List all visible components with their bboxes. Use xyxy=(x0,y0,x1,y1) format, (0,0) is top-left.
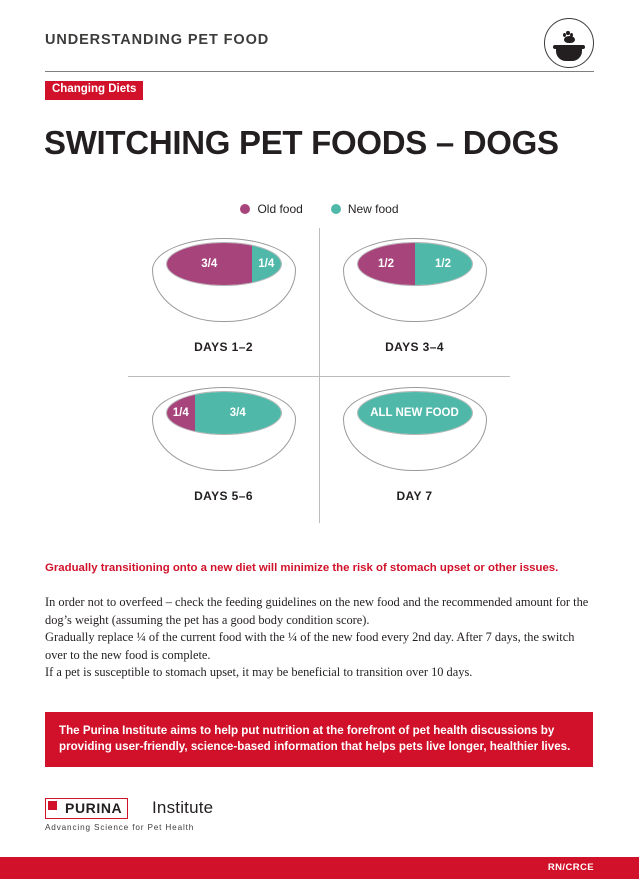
bowl-rim xyxy=(166,242,282,286)
bowl-illustration xyxy=(148,381,300,479)
legend-label-old-food: Old food xyxy=(257,202,303,216)
header-divider xyxy=(45,71,594,72)
pet-bowl-paw-icon xyxy=(544,18,594,68)
bowl-panel-label: DAY 7 xyxy=(396,489,433,503)
page-title: SWITCHING PET FOODS – DOGS xyxy=(44,124,559,161)
bowl-rim xyxy=(357,391,473,435)
bowl-panel-days-5-6 xyxy=(128,377,319,525)
legend-swatch-old-food xyxy=(240,204,250,214)
purina-square-icon xyxy=(48,801,57,810)
bowl-illustration xyxy=(148,232,300,330)
header-title: UNDERSTANDING PET FOOD xyxy=(45,32,270,48)
food-portion-new: 3/4 xyxy=(195,392,281,434)
bowl-illustration xyxy=(339,232,491,330)
body-paragraph-1: In order not to overfeed – check the feeding guidelines on the new food and the recommended amount for the dog’s weight (assuming the pet has a good body condition score). xyxy=(45,595,589,627)
mission-callout: The Purina Institute aims to help put nutrition at the forefront of pet health discussions by providing user-friendly, science-based information that helps pets live longer, healthier lives. xyxy=(45,712,593,767)
chart-legend xyxy=(0,202,639,216)
bowl-panel-days-1-2 xyxy=(128,228,319,376)
bowl-panel-day-7 xyxy=(319,377,510,525)
logo-tagline: Advancing Science for Pet Health xyxy=(45,823,195,832)
bowl-panel-label: DAYS 1–2 xyxy=(194,340,253,354)
food-portion-old: 1/2 xyxy=(358,243,415,285)
bowl-panel-label: DAYS 3–4 xyxy=(385,340,444,354)
purina-wordmark-text: PURINA xyxy=(65,800,123,816)
food-portion-old: 1/4 xyxy=(167,392,196,434)
bowl-grid xyxy=(128,228,510,534)
bowl-icon xyxy=(556,48,582,61)
lede-text: Gradually transitioning onto a new diet will minimize the risk of stomach upset or other issues. xyxy=(45,562,559,574)
footer-code: RN/CRCE xyxy=(547,862,594,873)
food-portion-new: 1/4 xyxy=(252,243,281,285)
section-tag: Changing Diets xyxy=(45,81,143,100)
bowl-panel-label: DAYS 5–6 xyxy=(194,489,253,503)
food-portion-old: 3/4 xyxy=(167,243,253,285)
food-portion-new: ALL NEW FOOD xyxy=(358,392,472,434)
food-portion-new: 1/2 xyxy=(415,243,472,285)
bowl-panel-days-3-4 xyxy=(319,228,510,376)
paw-icon xyxy=(562,31,576,43)
bowl-illustration xyxy=(339,381,491,479)
bowl-rim xyxy=(357,242,473,286)
purina-institute-logo xyxy=(45,798,305,842)
bowl-rim xyxy=(166,391,282,435)
legend-item-new-food xyxy=(331,202,399,216)
purina-wordmark xyxy=(45,798,128,819)
legend-swatch-new-food xyxy=(331,204,341,214)
legend-label-new-food: New food xyxy=(347,202,399,216)
page-header xyxy=(45,18,594,66)
legend-item-old-food xyxy=(240,202,302,216)
footer-bar xyxy=(0,857,639,879)
body-paragraph-3: If a pet is susceptible to stomach upset, it may be beneficial to transition over 10 days. xyxy=(45,665,473,679)
institute-wordmark: Institute xyxy=(152,798,214,817)
body-paragraph-2: Gradually replace ¼ of the current food with the ¼ of the new food every 2nd day. After 7 days, the switch over to the new food is complete. xyxy=(45,630,575,662)
